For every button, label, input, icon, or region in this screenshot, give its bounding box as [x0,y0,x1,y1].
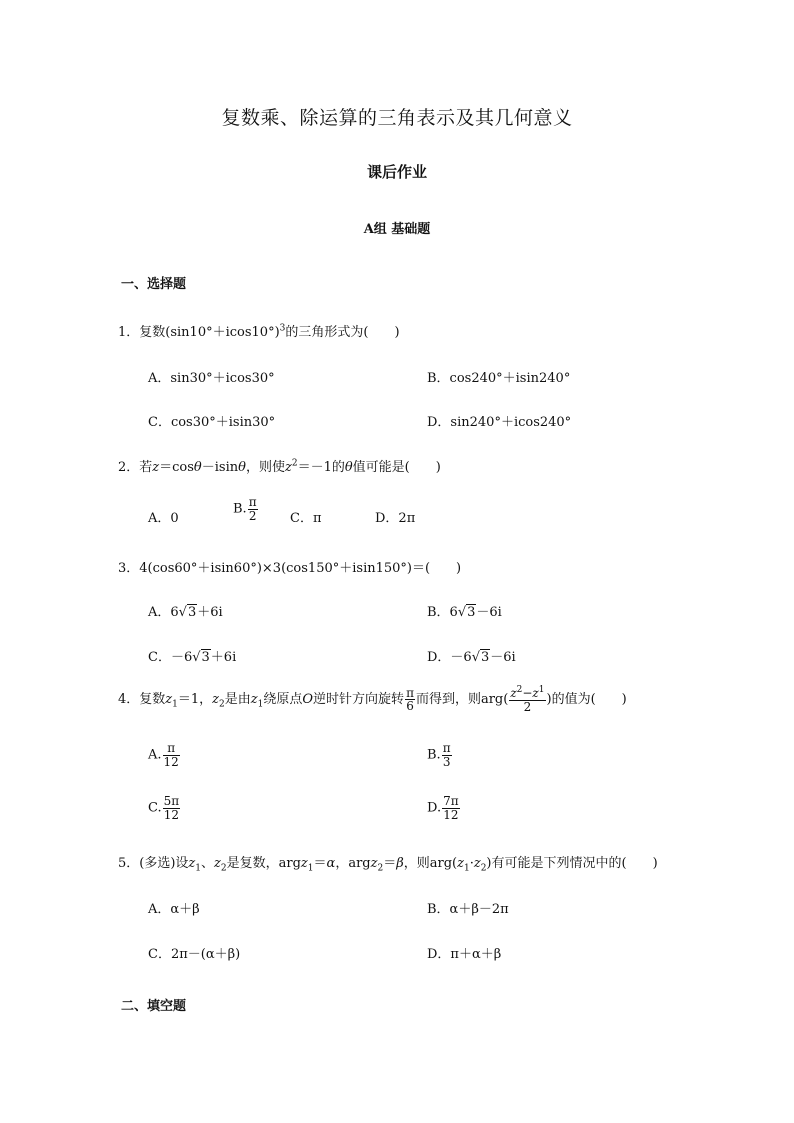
question-1-stem: 1．复数$(\sin 10^\circ+icos10^\circ)^3$的三角形式为( ) [118,323,400,340]
question-1-option-b: B．cos240°＋isin240° [427,371,571,386]
question-2-option-b: B. $\frac{\pi}{2}$ [233,495,257,523]
question-2-option-c: C．π [290,511,322,526]
question-4-option-d: D. $\frac{7\pi}{12}$ [427,794,459,822]
document-title: 复数乘、除运算的三角表示及其几何意义 [221,107,573,129]
question-1-option-d: D．sin240°＋icos240° [427,415,572,430]
group-heading: A组 基础题 [363,222,431,237]
question-1-option-a: A．sin30°＋icos30° [148,371,275,386]
question-5-option-d: D．π＋α＋β [427,947,502,962]
question-4-option-b: B. $\frac{\pi}{3}$ [427,741,451,769]
question-2-option-a: A．0 [148,511,179,526]
question-1-option-c: C．cos30°＋isin30° [148,415,276,430]
question-5-option-b: B．α＋β－2π [427,902,509,917]
question-3-option-c: C．－6√3＋6i [148,650,237,665]
question-4-stem: 4．复数$z_1=1$，$z_2$是由$z_1$绕原点O逆时针方向旋转 $\frac{\pi}{6}$ 而得到，则arg( $\frac{z^2-z^1}{2}$ )的值为( ) [118,685,627,714]
question-5-option-c: C．2π－(α＋β) [148,947,241,962]
question-2-stem: 2．若z＝cosθ－isinθ，则使$z^2=-1$的θ值可能是( ) [118,458,441,475]
question-2-option-d: D．2π [375,511,416,526]
question-5-stem: 5．(多选)设$z_1$、$z_2$是复数，argz$_1$＝α，argz$_2$＝β，则$arg(z_1\cdot z_2)$有可能是下列情况中的( ) [118,856,658,874]
question-3-option-d: D．－6√3－6i [427,650,516,665]
question-3-stem: 3．4(cos60°＋isin60°)×3(cos150°＋isin150°)＝( ) [118,561,462,576]
question-4-option-c: C. $\frac{5\pi}{12}$ [148,794,180,822]
question-5-option-a: A．α＋β [148,902,200,917]
question-3-option-b: B．6√3－6i [427,605,502,620]
question-4-option-a: A. $\frac{\pi}{12}$ [148,741,179,769]
section-heading-fill: 二、填空题 [121,999,187,1014]
question-3-option-a: A．6√3＋6i [148,605,223,620]
section-heading-choice: 一、选择题 [121,277,187,292]
document-subtitle: 课后作业 [366,163,427,181]
